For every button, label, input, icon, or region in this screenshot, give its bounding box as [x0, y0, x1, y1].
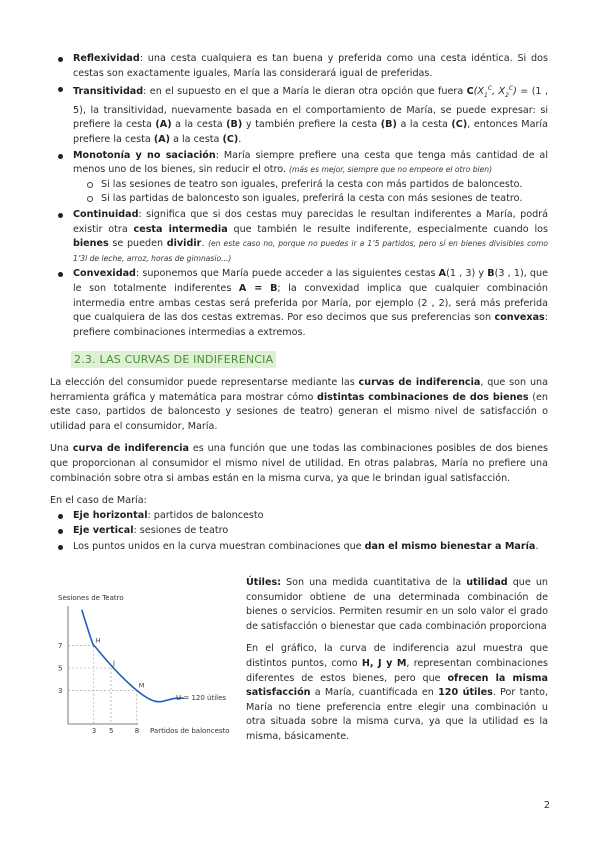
ticks: [58, 642, 139, 735]
indifference-curve-chart: [56, 588, 241, 738]
x-axis-label: Partidos de baloncesto: [150, 727, 230, 735]
list-item: Continuidad: significa que si dos cestas muy parecidas le resultan indiferentes a María, podrá existir otra cesta intermedia que también le resulte indiferente, especialmente cuando los bienes se pueden dividir. (en este caso no, porque no puedes ir a 1’5 partidos, pero sí en bienes divisibles como 1’3l de leche, arroz, horas de gimnasio...): [50, 208, 548, 266]
sub-list-item: Si las partidas de baloncesto son iguales, preferirá la cesta con más sesiones de teatro.: [73, 192, 548, 207]
guides: [68, 646, 137, 724]
term: Monotonía y no saciación: [73, 149, 216, 161]
paragraph: La elección del consumidor puede representarse mediante las curvas de indiferencia, que son una herramienta gráfica y matemática para mostrar cómo distintas combinaciones de dos bienes (en este caso, partidos de baloncesto y sesiones de teatro) generan el mismo nivel de satisfacción o utilidad para el consumidor, María.: [50, 377, 548, 432]
properties-list: [50, 52, 548, 341]
page-number: 2: [543, 800, 550, 811]
term: Convexidad: [73, 268, 136, 280]
paragraph: Una curva de indiferencia es una función que une todas las combinaciones posibles de dos bienes que proporcionan al consumidor el mismo nivel de utilidad. En otras palabras, María no prefiere una combinación sobre otra si ambas están en la misma curva, ya que le brindan igual satisfacción.: [50, 443, 548, 484]
x-tick-label: 8: [134, 727, 140, 735]
y-tick-label: 5: [58, 664, 63, 673]
paragraph: Útiles: Son una medida cuantitativa de la utilidad que un consumidor obtiene de una determinada combinación de bienes o servicios. Permiten resumir en un solo valor el grado de satisfacción o bienestar que cada combinación proporciona: [246, 577, 548, 632]
y-tick-label: 7: [58, 642, 63, 651]
point-label: M: [138, 681, 145, 690]
x-tick-label: 3: [91, 727, 97, 735]
x-tick-label: 5: [109, 727, 114, 735]
sub-list-item: Si las sesiones de teatro son iguales, preferirá la cesta con más partidos de baloncesto.: [73, 178, 548, 193]
term: Transitividad: [73, 86, 144, 98]
list-item: Eje horizontal: partidos de baloncesto: [50, 509, 548, 524]
list-item: Monotonía y no saciación: María siempre prefiere una cesta que tenga más cantidad de al menos uno de los bienes, sin reducir el otro. (más es mejor, siempre que no empeore el otro bien) Si las sesiones de teatro son iguales, preferirá la cesta con más partidos de baloncesto. Si las partidas de baloncesto son iguales, preferirá la cesta con más sesiones de teatro.: [50, 149, 548, 207]
indifference-curve: [82, 610, 184, 702]
points: [96, 637, 145, 690]
utility-label: U = 120 útiles: [176, 694, 227, 702]
paragraph: En el gráfico, la curva de indiferencia azul muestra que distintos puntos, como H, J y M, representan combinaciones diferentes de estos bienes, pero que ofrecen la misma satisfacción a María, cuantificada en 120 útiles. Por tanto, María no tiene preferencia entre elegir una combinación u otra situada sobre la misma curva, ya que la utilidad es la misma, básicamente.: [246, 643, 549, 742]
term: Continuidad: [73, 209, 139, 221]
list-item: Reflexividad: una cesta cualquiera es tan buena y preferida como una cesta idéntica. Si dos cestas son exactamente iguales, María las considerará igual de preferidas.: [50, 52, 548, 81]
section-heading: 2.3. LAS CURVAS DE INDIFERENCIA: [71, 351, 276, 368]
point-label: H: [95, 636, 101, 645]
chart-explanation: [246, 576, 548, 745]
case-list: [50, 509, 548, 555]
y-tick-label: 3: [58, 686, 63, 695]
intro-paragraphs: [50, 376, 548, 556]
y-axis-label: Sesiones de Teatro: [58, 594, 124, 602]
point-label: J: [113, 659, 115, 667]
term: Reflexividad: [73, 53, 140, 64]
list-item: Convexidad: suponemos que María puede acceder a las siguientes cestas A(1 , 3) y B(3 , 1), que le son totalmente indiferentes A = B; la convexidad implica que cualquier combinación intermedia entre ambas cestas será preferida por María, por ejemplo (2 , 2), será más preferida que cualquiera de las dos cestas extremas. Por eso decimos que sus preferencias son convexas: prefiere combinaciones intermedias a extremos.: [50, 267, 548, 340]
list-item: Los puntos unidos en la curva muestran combinaciones que dan el mismo bienestar a María.: [50, 540, 548, 555]
list-item: Transitividad: en el supuesto en el que a María le dieran otra opción que fuera $C(X_1^C$, $X_2^C) = (1$ , 5), la transitividad, nuevamente basada en el comportamiento de María, se puede expresar: si prefiere la cesta (A) a la cesta (B) y también prefiere la cesta (B) a la cesta (C), entonces María prefiere la cesta (A) a la cesta (C).: [50, 82, 548, 147]
list-item: Eje vertical: sesiones de teatro: [50, 524, 548, 539]
case-intro: En el caso de María:: [50, 495, 147, 507]
